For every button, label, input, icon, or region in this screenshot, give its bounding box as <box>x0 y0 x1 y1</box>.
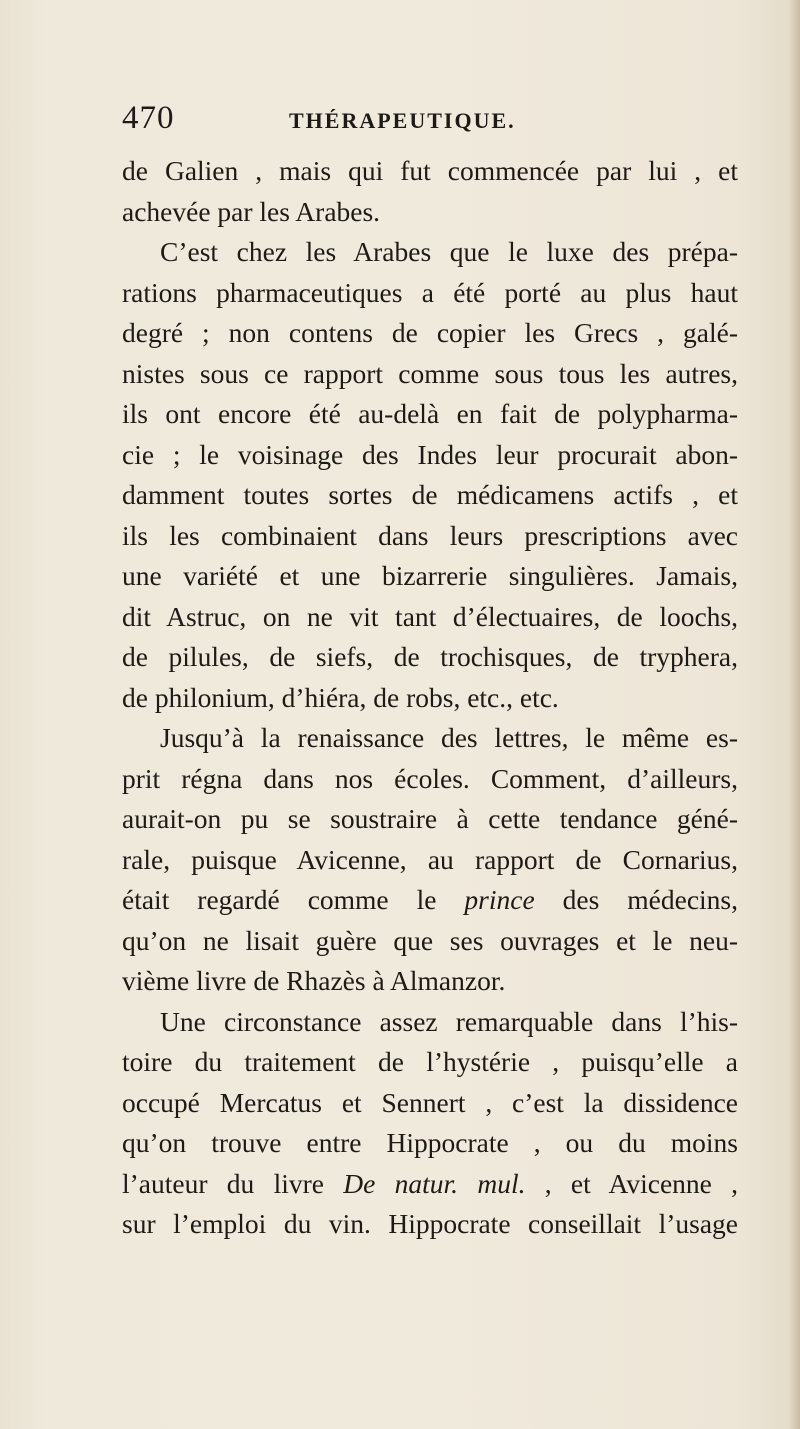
text-line: nistes sous ce rapport comme sous tous les autres, <box>122 357 738 389</box>
text-line: qu’on trouve entre Hippocrate , ou du moins <box>122 1127 738 1158</box>
page-header <box>122 100 682 140</box>
text-fragment: des médecins, <box>562 884 739 915</box>
italic-term-prince: prince <box>464 884 535 915</box>
text-line: dit Astruc, on ne vit tant d’électuaires, de loochs, <box>122 600 738 632</box>
text-line: rale, puisque Avicenne, au rapport de Cornarius, <box>122 843 738 875</box>
text-line: une variété et une bizarrerie singulières. Jamais, <box>122 560 738 591</box>
text-line: occupé Mercatus et Sennert , c’est la dissidence <box>122 1086 738 1118</box>
text-line: de philonium, d’hiéra, de robs, etc., etc. <box>122 681 559 713</box>
text-line <box>122 1164 738 1205</box>
text-line <box>122 880 738 921</box>
italic-citation: De natur. mul. <box>343 1167 526 1199</box>
text-line: degré ; non contens de copier les Grecs , galé- <box>122 317 738 348</box>
text-line: Une circonstance assez remarquable dans l’his- <box>160 1005 738 1037</box>
text-line: vième livre de Rhazès à Almanzor. <box>122 965 506 996</box>
page-number: 470 <box>122 100 175 136</box>
text-line: achevée par les Arabes. <box>122 195 381 227</box>
text-line: cie ; le voisinage des Indes leur procurait abon- <box>122 438 738 470</box>
body-text <box>122 151 738 1245</box>
text-line: de Galien , mais qui fut commencée par lui , et <box>122 155 738 186</box>
text-line: C’est chez les Arabes que le luxe des prépa- <box>160 236 738 267</box>
text-line: damment toutes sortes de médicamens actifs , et <box>122 479 738 510</box>
text-fragment: était regardé comme le <box>122 884 437 915</box>
text-line: sur l’emploi du vin. Hippocrate conseillait l’usage <box>122 1208 738 1239</box>
text-line: de pilules, de siefs, de trochisques, de tryphera, <box>122 641 738 672</box>
text-line: Jusqu’à la renaissance des lettres, le même es- <box>160 722 738 753</box>
text-line: qu’on ne lisait guère que ses ouvrages et le neu- <box>122 924 738 956</box>
text-fragment: l’auteur du livre <box>122 1167 324 1199</box>
text-line: rations pharmaceutiques a été porté au plus haut <box>122 276 738 308</box>
text-line: ils les combinaient dans leurs prescriptions avec <box>122 519 738 551</box>
running-title: THÉRAPEUTIQUE. <box>289 108 516 133</box>
page-edge-shadow <box>788 0 800 1429</box>
text-line: prit régna dans nos écoles. Comment, d’ailleurs, <box>122 762 738 794</box>
text-fragment: , et Avicenne , <box>544 1167 739 1199</box>
text-line: ils ont encore été au-delà en fait de polypharma- <box>122 398 738 429</box>
text-line: toire du traitement de l’hystérie , puisqu’elle a <box>122 1046 738 1077</box>
text-line: aurait-on pu se soustraire à cette tendance géné- <box>122 803 738 834</box>
